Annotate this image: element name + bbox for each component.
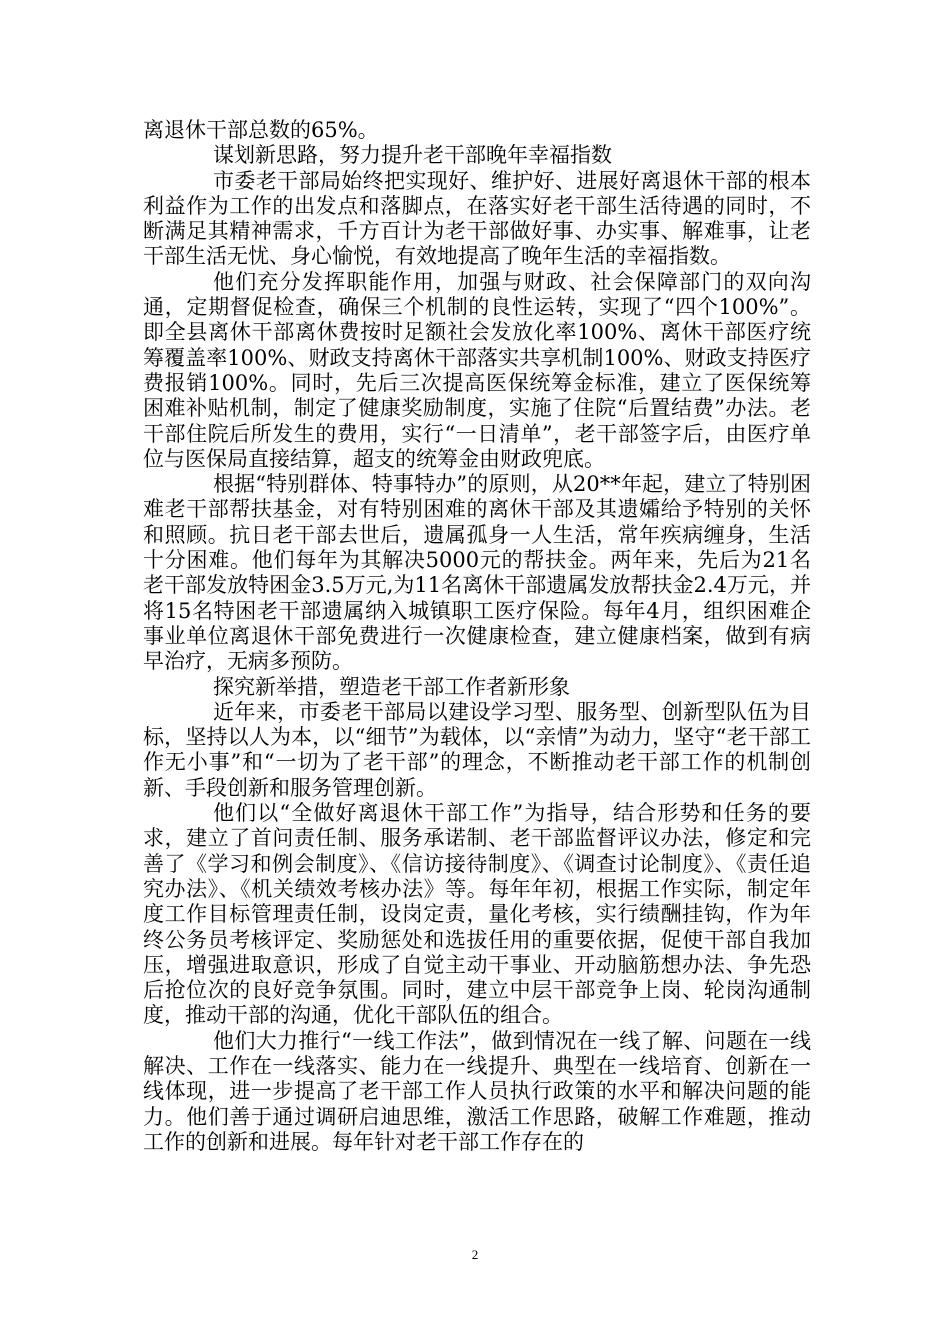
body-text [143,118,811,1155]
section-heading: 谋划新思路，努力提升老干部晚年幸福指数 [213,143,612,168]
paragraph: 离退休干部总数的65%。 [143,118,379,142]
paragraph: 市委老干部局始终把实现好、维护好、进展好离退休干部的根本利益作为工作的出发点和落脚点，在落实好老干部生活待遇的同时，不断满足其精神需求，千方百计为老干部做好事、办实事、解难事，让老干部生活无忧、身心愉悦，有效地提高了晚年生活的幸福指数。 [143,168,811,269]
paragraph: 他们以“全做好离退休干部工作”为指导，结合形势和任务的要求，建立了首问责任制、服务承诺制、老干部监督评议办法，修定和完善了《学习和例会制度》、《信访接待制度》、《调查讨论制度》、《责任追究办法》、《机关绩效考核办法》等。每年年初，根据工作实际，制定年度工作目标管理责任制，设岗定责，量化考核，实行绩酬挂钩，作为年终公务员考核评定、奖励惩处和选拔任用的重要依据，促使干部自我加压，增强进取意识，形成了自觉主动干事业、开动脑筋想办法、争先恐后抢位次的良好竞争氛围。同时，建立中层干部竞争上岗、轮岗沟通制度，推动干部的沟通，优化干部队伍的组合。 [143,801,811,1028]
paragraph: 根据“特别群体、特事特办”的原则，从20**年起，建立了特别困难老干部帮扶基金，对有特别困难的离休干部及其遗孀给予特别的关怀和照顾。抗日老干部去世后，遗属孤身一人生活，常年疾病缠身，生活十分困难。他们每年为其解决5000元的帮扶金。两年来，先后为21名老干部发放特困金3.5万元,为11名离休干部遗属发放帮扶金2.4万元，并将15名特困老干部遗属纳入城镇职工医疗保险。每年4月，组织困难企事业单位离退休干部免费进行一次健康检查，建立健康档案，做到有病早治疗，无病多预防。 [143,472,811,674]
paragraph: 近年来，市委老干部局以建设学习型、服务型、创新型队伍为目标，坚持以人为本，以“细节”为载体，以“亲情”为动力，坚守“老干部工作无小事”和“一切为了老干部”的理念，不断推动老干部工作的机制创新、手段创新和服务管理创新。 [143,699,811,800]
section-heading: 探究新举措，塑造老干部工作者新形象 [213,674,570,699]
page-number: 2 [471,1247,479,1262]
paragraph: 他们大力推行“一线工作法”，做到情况在一线了解、问题在一线解决、工作在一线落实、能力在一线提升、典型在一线培育、创新在一线体现，进一步提高了老干部工作人员执行政策的水平和解决问题的能力。他们善于通过调研启迪思维，激活工作思路，破解工作难题，推动工作的创新和进展。每年针对老干部工作存在的 [143,1028,811,1154]
paragraph: 他们充分发挥职能作用，加强与财政、社会保障部门的双向沟通，定期督促检查，确保三个机制的良性运转，实现了“四个100%”。即全县离休干部离休费按时足额社会发放化率100%、离休干部医疗统筹覆盖率100%、财政支持离休干部落实共享机制100%、财政支持医疗费报销100%。同时，先后三次提高医保统筹金标准，建立了医保统筹困难补贴机制，制定了健康奖励制度，实施了住院“后置结费”办法。老干部住院后所发生的费用，实行“一日清单”，老干部签字后，由医疗单位与医保局直接结算，超支的统筹金由财政兜底。 [143,269,811,471]
